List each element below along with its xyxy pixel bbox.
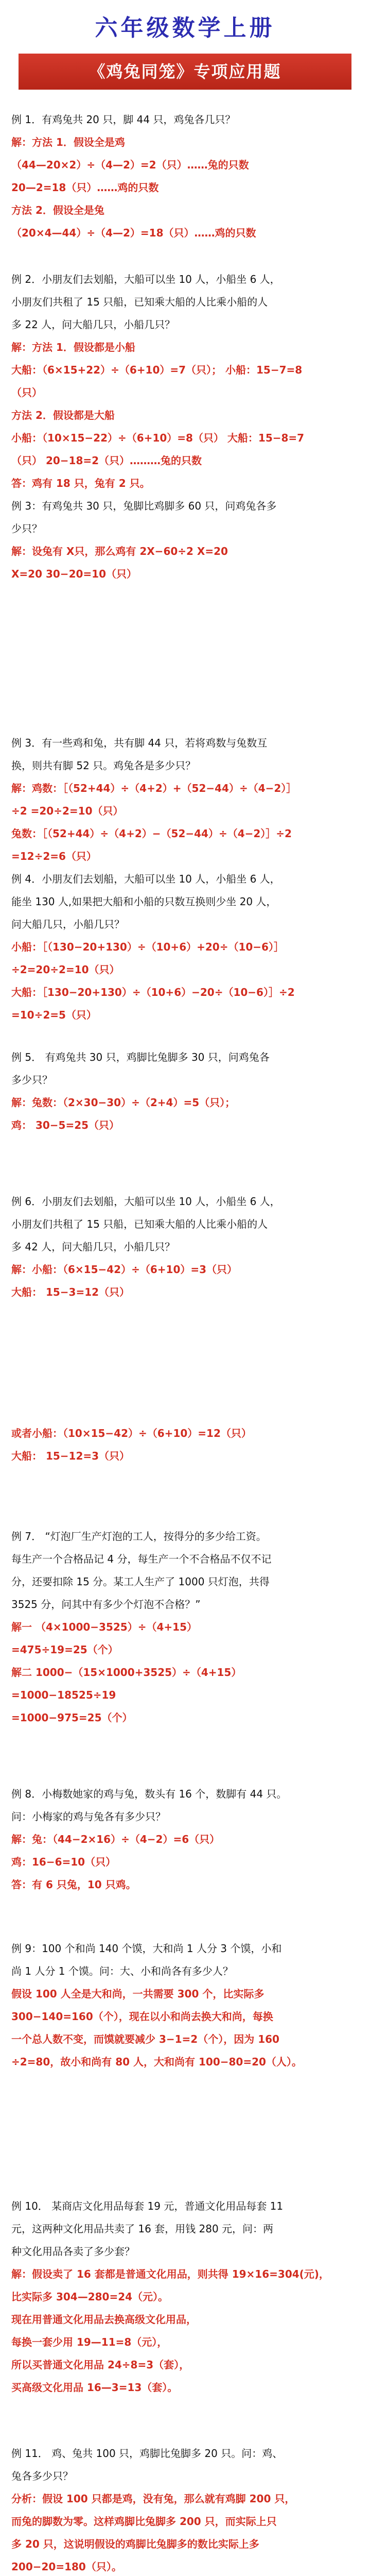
problem-block — [11, 732, 359, 1026]
solution-line: 解：兔数：（2×30−30）÷（2+4）=5（只）； — [11, 1096, 236, 1109]
solution-line: 20—2=18（只）……鸡的只数 — [11, 181, 159, 194]
solution-line: 一个总人数不变，而馍就要减少 3−1=2（个），因为 160 — [11, 2033, 279, 2045]
question-line: 例 6．小朋友们去划船，大船可以坐 10 人，小船坐 6 人， — [11, 1195, 280, 1208]
solution-line: 小船：［（130−20+130）÷（10+6）+20÷（10−6）］ — [11, 941, 284, 953]
question-line: 尚 1 人分 1 个馍。问：大、小和尚各有多少人？ — [11, 1965, 233, 1977]
question-line: 换，则共有脚 52 只。鸡兔各是多少只？ — [11, 759, 196, 772]
solution-line: 解：假设卖了 16 套都是普通文化用品，则共得 19×16=304(元)， — [11, 2268, 329, 2280]
solution-line: 每换一套少用 19—11=8（元）， — [11, 2336, 168, 2348]
question-line: 3525 分，问其中有多少个灯泡不合格？” — [11, 1598, 201, 1611]
problem-block — [11, 1937, 359, 2073]
problem-block — [11, 1525, 359, 1729]
problem-block — [11, 108, 359, 244]
question-line: 例 7． “灯泡厂生产灯泡的工人，按得分的多少给工资。 — [11, 1530, 267, 1543]
question-line: 例 3．有一些鸡和兔，共有脚 44 只，若将鸡数与兔数互 — [11, 737, 268, 749]
solution-line: 解：设兔有 X只，那么鸡有 2X−60÷2 X=20 — [11, 545, 228, 557]
question-line: 多少只？ — [11, 1074, 52, 1086]
solution-line: 大船： 15−12=3（只） — [11, 1450, 130, 1462]
solution-line: 现在用普通文化用品去换高级文化用品， — [11, 2313, 197, 2326]
solution-line: 大船：［130−20+130）÷（10+6）−20÷（10−6）］÷2 — [11, 986, 295, 998]
question-line: 问大船几只，小船几只？ — [11, 918, 125, 930]
question-line: 例 2．小朋友们去划船，大船可以坐 10 人，小船坐 6 人， — [11, 273, 280, 285]
question-line: 元，这两种文化用品共卖了 16 套，用钱 280 元，问：两 — [11, 2223, 274, 2235]
solution-line: 方法 2．假设都是大船 — [11, 409, 115, 421]
solution-line: 大船： 15−3=12（只） — [11, 1286, 130, 1298]
solution-line: 解：鸡数：［（52+44）÷（4+2）+（52−44）÷（4−2）］ — [11, 782, 297, 794]
solution-line: =475÷19=25（个） — [11, 1643, 118, 1656]
page-title: 六年级数学上册 — [95, 15, 275, 41]
solution-line: 解：小船：（6×15−42）÷（6+10）=3（只） — [11, 1263, 238, 1276]
solution-line: 解：方法 1．假设都是小船 — [11, 341, 135, 353]
problem-block — [11, 1783, 359, 1896]
question-line: 例 3：有鸡兔共 30 只，兔脚比鸡脚多 60 只，问鸡兔各多 — [11, 500, 277, 512]
solution-line: 而兔的脚数为零。这样鸡脚比兔脚多 200 只，而实际上只 — [11, 2515, 277, 2528]
problem-block — [11, 1046, 359, 1137]
question-line: 多 42 人，问大船几只，小船几只？ — [11, 1241, 175, 1253]
solution-line: 答：鸡有 18 只，兔有 2 只。 — [11, 477, 150, 489]
question-line: 多 22 人，问大船几只，小船几只？ — [11, 318, 175, 331]
solution-line: 比实际多 304—280=24（元）。 — [11, 2291, 169, 2303]
question-line: 小朋友们共租了 15 只船，已知乘大船的人比乘小船的人 — [11, 296, 268, 308]
question-line: 例 5． 有鸡兔共 30 只，鸡脚比兔脚多 30 只，问鸡兔各 — [11, 1051, 270, 1063]
solution-line: 答：有 6 只兔，10 只鸡。 — [11, 1878, 136, 1891]
question-line: 兔各多少只？ — [11, 2470, 73, 2482]
solution-line: （只） 20−18=2（只）………兔的只数 — [11, 454, 202, 467]
question-line: 少只？ — [11, 522, 42, 535]
solution-line: 方法 2．假设全是兔 — [11, 204, 104, 216]
solution-line: 小船：（10×15−22）÷（6+10）=8（只） 大船：15−8=7 — [11, 432, 305, 444]
question-line: 例 1．有鸡兔共 20 只，脚 44 只，鸡兔各几只？ — [11, 113, 236, 126]
question-line: 小朋友们共租了 15 只船，已知乘大船的人比乘小船的人 — [11, 1218, 268, 1230]
question-line: 每生产一个合格品记 4 分，每生产一个不合格品不仅不记 — [11, 1553, 272, 1565]
solution-line: =12÷2=6（只） — [11, 850, 97, 862]
solution-line: =1000−18525÷19 — [11, 1689, 116, 1701]
solution-line: =1000−975=25（个） — [11, 1711, 133, 1724]
question-line: 能坐 130 人,如果把大船和小船的只数互换则少坐 20 人， — [11, 895, 277, 908]
solution-line: 分析：假设 100 只都是鸡，没有兔，那么就有鸡脚 200 只， — [11, 2493, 295, 2505]
solution-line: 解一 （4×1000−3525）÷（4+15） — [11, 1621, 197, 1633]
solution-line: ÷2 =20÷2=10（只） — [11, 805, 124, 817]
solution-line: 或者小船：（10×15−42）÷（6+10）=12（只） — [11, 1427, 252, 1439]
topic-banner: 《鸡兔同笼》专项应用题 — [19, 54, 351, 90]
question-line: 分，还要扣除 15 分。某工人生产了 1000 只灯泡，共得 — [11, 1575, 270, 1588]
question-line: 例 11． 鸡、兔共 100 只，鸡脚比兔脚多 20 只。问：鸡、 — [11, 2447, 283, 2460]
solution-line: （只） — [11, 386, 42, 399]
solution-line: 多 20 只，这说明假设的鸡脚比兔脚多的数比实际上多 — [11, 2538, 259, 2550]
problem-block — [11, 2195, 359, 2399]
solution-line: 解：兔：（44−2×16）÷（4−2）=6（只） — [11, 1833, 220, 1845]
solution-line: 200−20=180（只）。 — [11, 2561, 122, 2573]
problem-block — [11, 2442, 359, 2576]
solution-line: 假设 100 人全是大和尚，一共需要 300 个，比实际多 — [11, 1988, 265, 2000]
solution-line: 300−140=160（个），现在以小和尚去换大和尚，每换 — [11, 2010, 273, 2023]
solution-line: 解二 1000−（15×1000+3525）÷（4+15） — [11, 1666, 242, 1679]
solution-line: （44—20×2）÷（4—2）=2（只）……兔的只数 — [11, 159, 249, 171]
solution-line: =10÷2=5（只） — [11, 1009, 97, 1021]
question-line: 例 9：100 个和尚 140 个馍，大和尚 1 人分 3 个馍，小和 — [11, 1942, 282, 1955]
solution-line: 所以买普通文化用品 24÷8=3（套）， — [11, 2359, 190, 2371]
question-line: 种文化用品各卖了多少套？ — [11, 2245, 135, 2258]
question-line: 问：小梅家的鸡与兔各有多少只？ — [11, 1810, 166, 1823]
problem-block — [11, 1190, 359, 1303]
solution-line: 解：方法 1．假设全是鸡 — [11, 136, 125, 148]
solution-line: X=20 30−20=10（只） — [11, 568, 137, 580]
problem-block — [11, 268, 359, 585]
question-line: 例 8．小梅数她家的鸡与兔，数头有 16 个，数脚有 44 只。 — [11, 1788, 287, 1800]
solution-line: 鸡： 30−5=25（只） — [11, 1119, 120, 1131]
solution-line: 买高级文化用品 16—3=13（套）。 — [11, 2381, 178, 2394]
solution-line: ÷2=80，故小和尚有 80 人，大和尚有 100−80=20（人）。 — [11, 2056, 302, 2068]
solution-line: （20×4—44）÷（4—2）=18（只）……鸡的只数 — [11, 227, 256, 239]
solution-line: 大船：（6×15+22）÷（6+10）=7（只）； 小船：15−7=8 — [11, 364, 303, 376]
solution-line: 鸡：16−6=10（只） — [11, 1856, 116, 1868]
solution-line: ÷2=20÷2=10（只） — [11, 963, 120, 976]
problem-block — [11, 1422, 359, 1467]
question-line: 例 4．小朋友们去划船，大船可以坐 10 人，小船坐 6 人， — [11, 873, 280, 885]
solution-line: 兔数：［（52+44）÷（4+2）−（52−44）÷（4−2）］÷2 — [11, 827, 292, 840]
question-line: 例 10． 某商店文化用品每套 19 元，普通文化用品每套 11 — [11, 2200, 284, 2212]
